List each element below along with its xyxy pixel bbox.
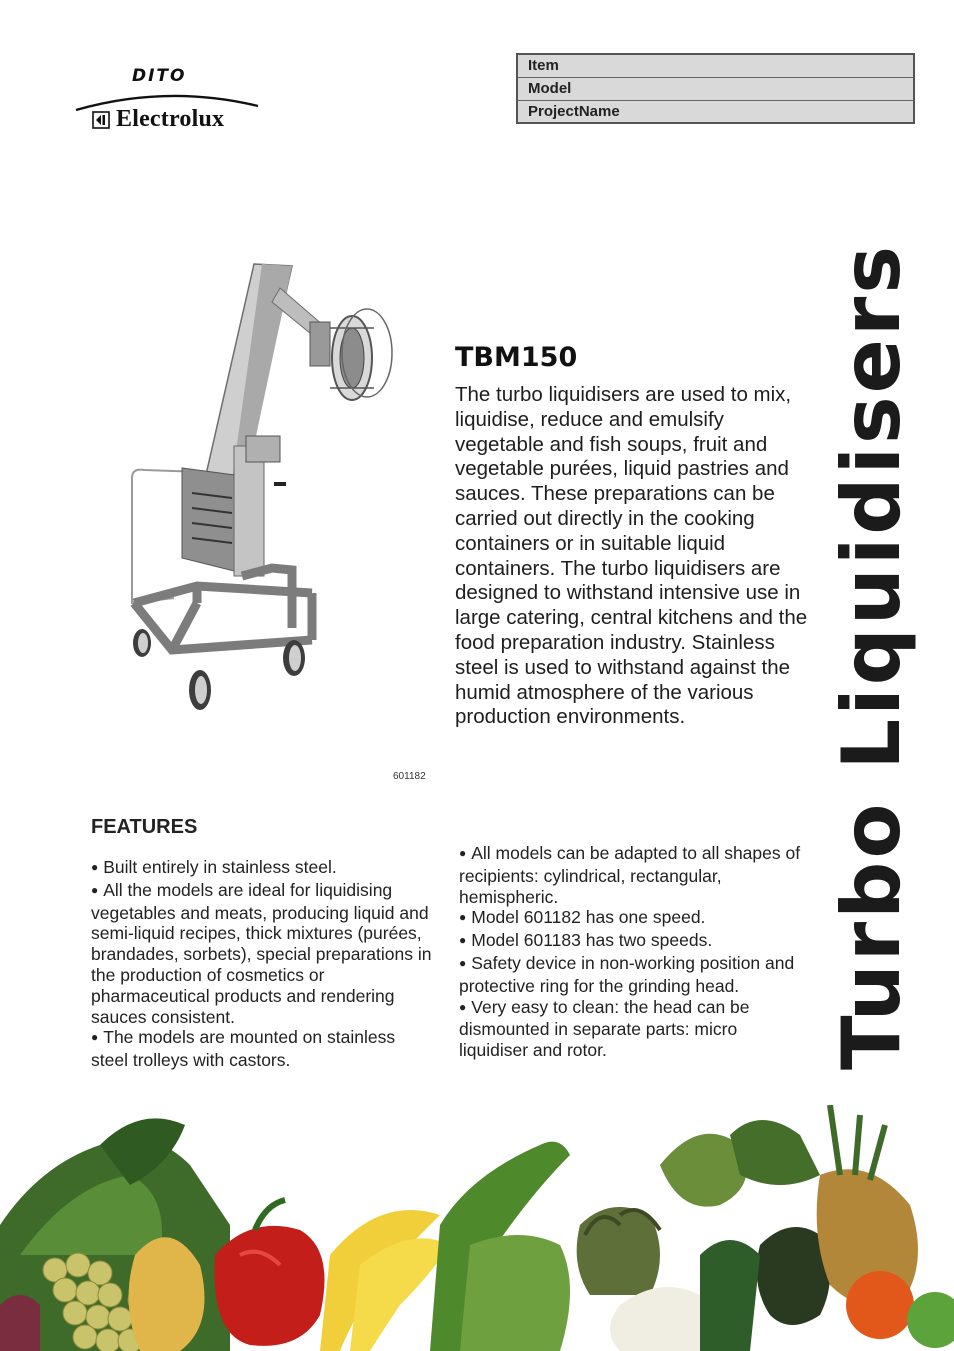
- list-item: [459, 907, 804, 930]
- bullet-icon: ●: [91, 860, 99, 874]
- table-row: [517, 100, 914, 123]
- list-item: [459, 843, 804, 907]
- brand-logo: [74, 64, 264, 134]
- bullet-icon: ●: [459, 910, 467, 925]
- feature-text: Safety device in non-working position and protective ring for the grinding head.: [459, 952, 795, 996]
- product-description: The turbo liquidisers are used to mix, liquidise, reduce and emulsify vegetable and fish soups, fruit and vegetable purées, liquid pastries and sauces. These preparations can be carried out directly in the cooking containers or in suitable liquid containers. The turbo liquidisers are designed to withstand intensive use in large catering, central kitchens and the food preparation industry. Stainless steel is used to withstand against the humid atmosphere of the various production environments.: [455, 383, 808, 729]
- feature-text: Built entirely in stainless steel.: [103, 857, 337, 877]
- feature-text: Model 601182 has one speed.: [471, 907, 706, 928]
- bullet-icon: ●: [459, 955, 467, 970]
- features-heading: FEATURES: [91, 816, 198, 838]
- table-row: [517, 54, 914, 77]
- features-list-right: [459, 843, 804, 1061]
- table-row: [517, 77, 914, 100]
- image-code: 601182: [393, 771, 426, 782]
- bullet-icon: ●: [91, 882, 99, 897]
- bullet-icon: ●: [459, 846, 467, 860]
- feature-text: The models are mounted on stainless steel trolleys with castors.: [91, 1027, 396, 1071]
- list-item: [91, 857, 433, 880]
- features-list-left: [91, 857, 433, 1071]
- turbo-liquidiser-image: [112, 258, 408, 718]
- bullet-icon: ●: [459, 999, 467, 1014]
- vegetables-banner-image: [0, 1105, 954, 1351]
- dito-logo-text: DITO: [132, 66, 187, 86]
- item-label: Item: [517, 54, 914, 77]
- electrolux-mark-icon: [92, 111, 110, 129]
- side-title: Turbo Liquidisers: [825, 243, 918, 1070]
- feature-text: All the models are ideal for liquidising vegetables and meats, producing liquid and semi-liquid recipes, thick mixtures (purées, brandades, sorbets), special preparations in the production of cosmetics or pharmaceutical products and rendering sauces consistent.: [91, 879, 432, 1027]
- list-item: [459, 930, 804, 953]
- list-item: [459, 953, 804, 997]
- model-label: Model: [517, 77, 914, 100]
- feature-text: Model 601183 has two speeds.: [471, 930, 713, 951]
- feature-text: All models can be adapted to all shapes of recipients: cylindrical, rectangular, hemispheric.: [459, 843, 801, 907]
- list-item: [459, 997, 804, 1061]
- feature-text: Very easy to clean: the head can be dismounted in separate parts: micro liquidiser and rotor.: [459, 996, 750, 1061]
- model-title: TBM150: [455, 342, 578, 373]
- list-item: [91, 880, 433, 1028]
- electrolux-wordmark: [92, 106, 224, 133]
- project-name-label: ProjectName: [517, 100, 914, 123]
- list-item: [91, 1027, 433, 1071]
- project-info-table: [516, 53, 915, 124]
- electrolux-brand-name: Electrolux: [116, 106, 225, 132]
- bullet-icon: ●: [91, 1030, 99, 1045]
- bullet-icon: ●: [459, 933, 467, 948]
